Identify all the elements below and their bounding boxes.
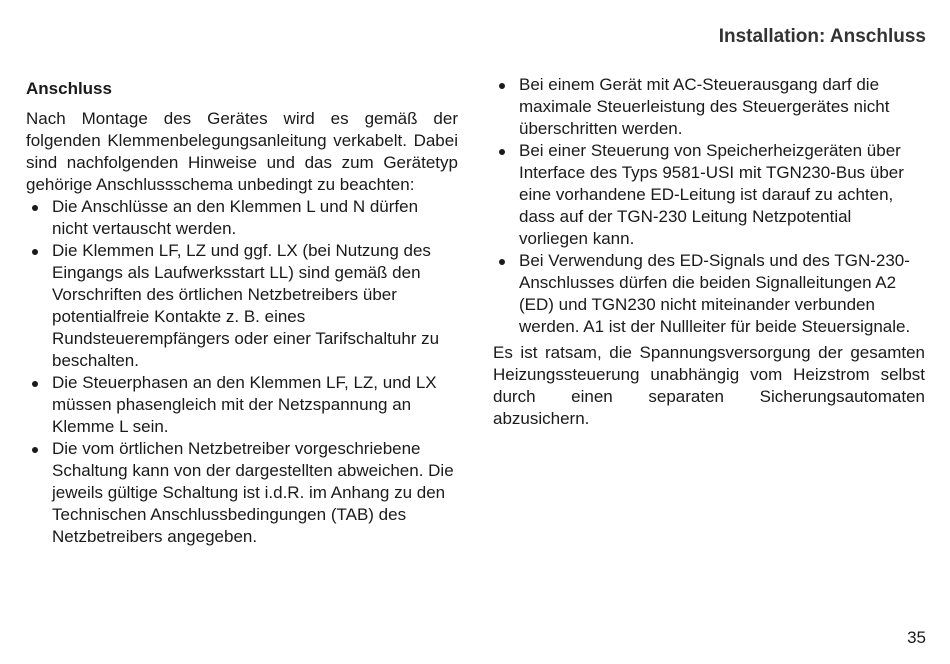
list-item-text: Die vom örtlichen Netzbetreiber vorgeschriebene Schaltung kann von der dargestellten abweichen. Die jeweils gültige Schaltung ist i.d.R. im Anhang zu den Technischen Anschlussbedingungen (TAB) des Netzbetreibers angegeben.: [52, 439, 454, 546]
right-column: [493, 74, 925, 430]
bullet-icon: [32, 447, 38, 453]
bullet-icon: [499, 149, 505, 155]
bullet-icon: [32, 205, 38, 211]
list-item: [26, 240, 458, 372]
list-item-text: Bei Verwendung des ED-Signals und des TGN-230-Anschlusses dürfen die beiden Signalleitungen A2 (ED) und TGN230 nicht miteinander verbunden werden. A1 ist der Nullleiter für beide Steuersignale.: [519, 251, 911, 336]
list-item: [493, 140, 925, 250]
list-item: [493, 250, 925, 338]
list-item-text: Die Anschlüsse an den Klemmen L und N dürfen nicht vertauscht werden.: [52, 197, 419, 238]
bullet-icon: [32, 249, 38, 255]
list-item-text: Bei einem Gerät mit AC-Steuerausgang darf die maximale Steuerleistung des Steuergerätes nicht überschritten werden.: [519, 75, 890, 138]
intro-paragraph: Nach Montage des Gerätes wird es gemäß der folgenden Klemmenbelegungsanleitung verkabelt. Dabei sind nachfolgenden Hinweise und das zum Gerätetyp gehörige Anschlussschema unbedingt zu beachten:: [26, 109, 458, 194]
list-item: [26, 196, 458, 240]
list-item-text: Die Klemmen LF, LZ und ggf. LX (bei Nutzung des Eingangs als Laufwerksstart LL) sind gemäß den Vorschriften des örtlichen Netzbetreibers über potentialfreie Kontakte z. B. eines Rundsteuerempfängers oder einer Tarifschaltuhr zu beschalten.: [52, 241, 440, 370]
list-item: [26, 372, 458, 438]
left-column: [26, 78, 458, 548]
list-item-text: Die Steuerphasen an den Klemmen LF, LZ, und LX müssen phasengleich mit der Netzspannung an Klemme L sein.: [52, 373, 437, 436]
section-heading: Anschluss: [26, 79, 112, 98]
page-header-title: Installation: Anschluss: [718, 26, 926, 47]
list-item: [493, 74, 925, 140]
bullet-icon: [499, 259, 505, 265]
list-item: [26, 438, 458, 548]
right-bullet-list: [493, 74, 925, 338]
closing-paragraph: Es ist ratsam, die Spannungsversorgung der gesamten Heizungssteuerung unabhängig vom Heizstrom selbst durch einen separaten Sicherungsautomaten abzusichern.: [493, 343, 925, 428]
page-number: 35: [907, 628, 926, 647]
bullet-icon: [32, 381, 38, 387]
bullet-icon: [499, 83, 505, 89]
left-bullet-list: [26, 196, 458, 548]
list-item-text: Bei einer Steuerung von Speicherheizgeräten über Interface des Typs 9581-USI mit TGN230-Bus über eine vorhandene ED-Leitung ist darauf zu achten, dass auf der TGN-230 Leitung Netzpotential vorliegen kann.: [519, 141, 904, 248]
